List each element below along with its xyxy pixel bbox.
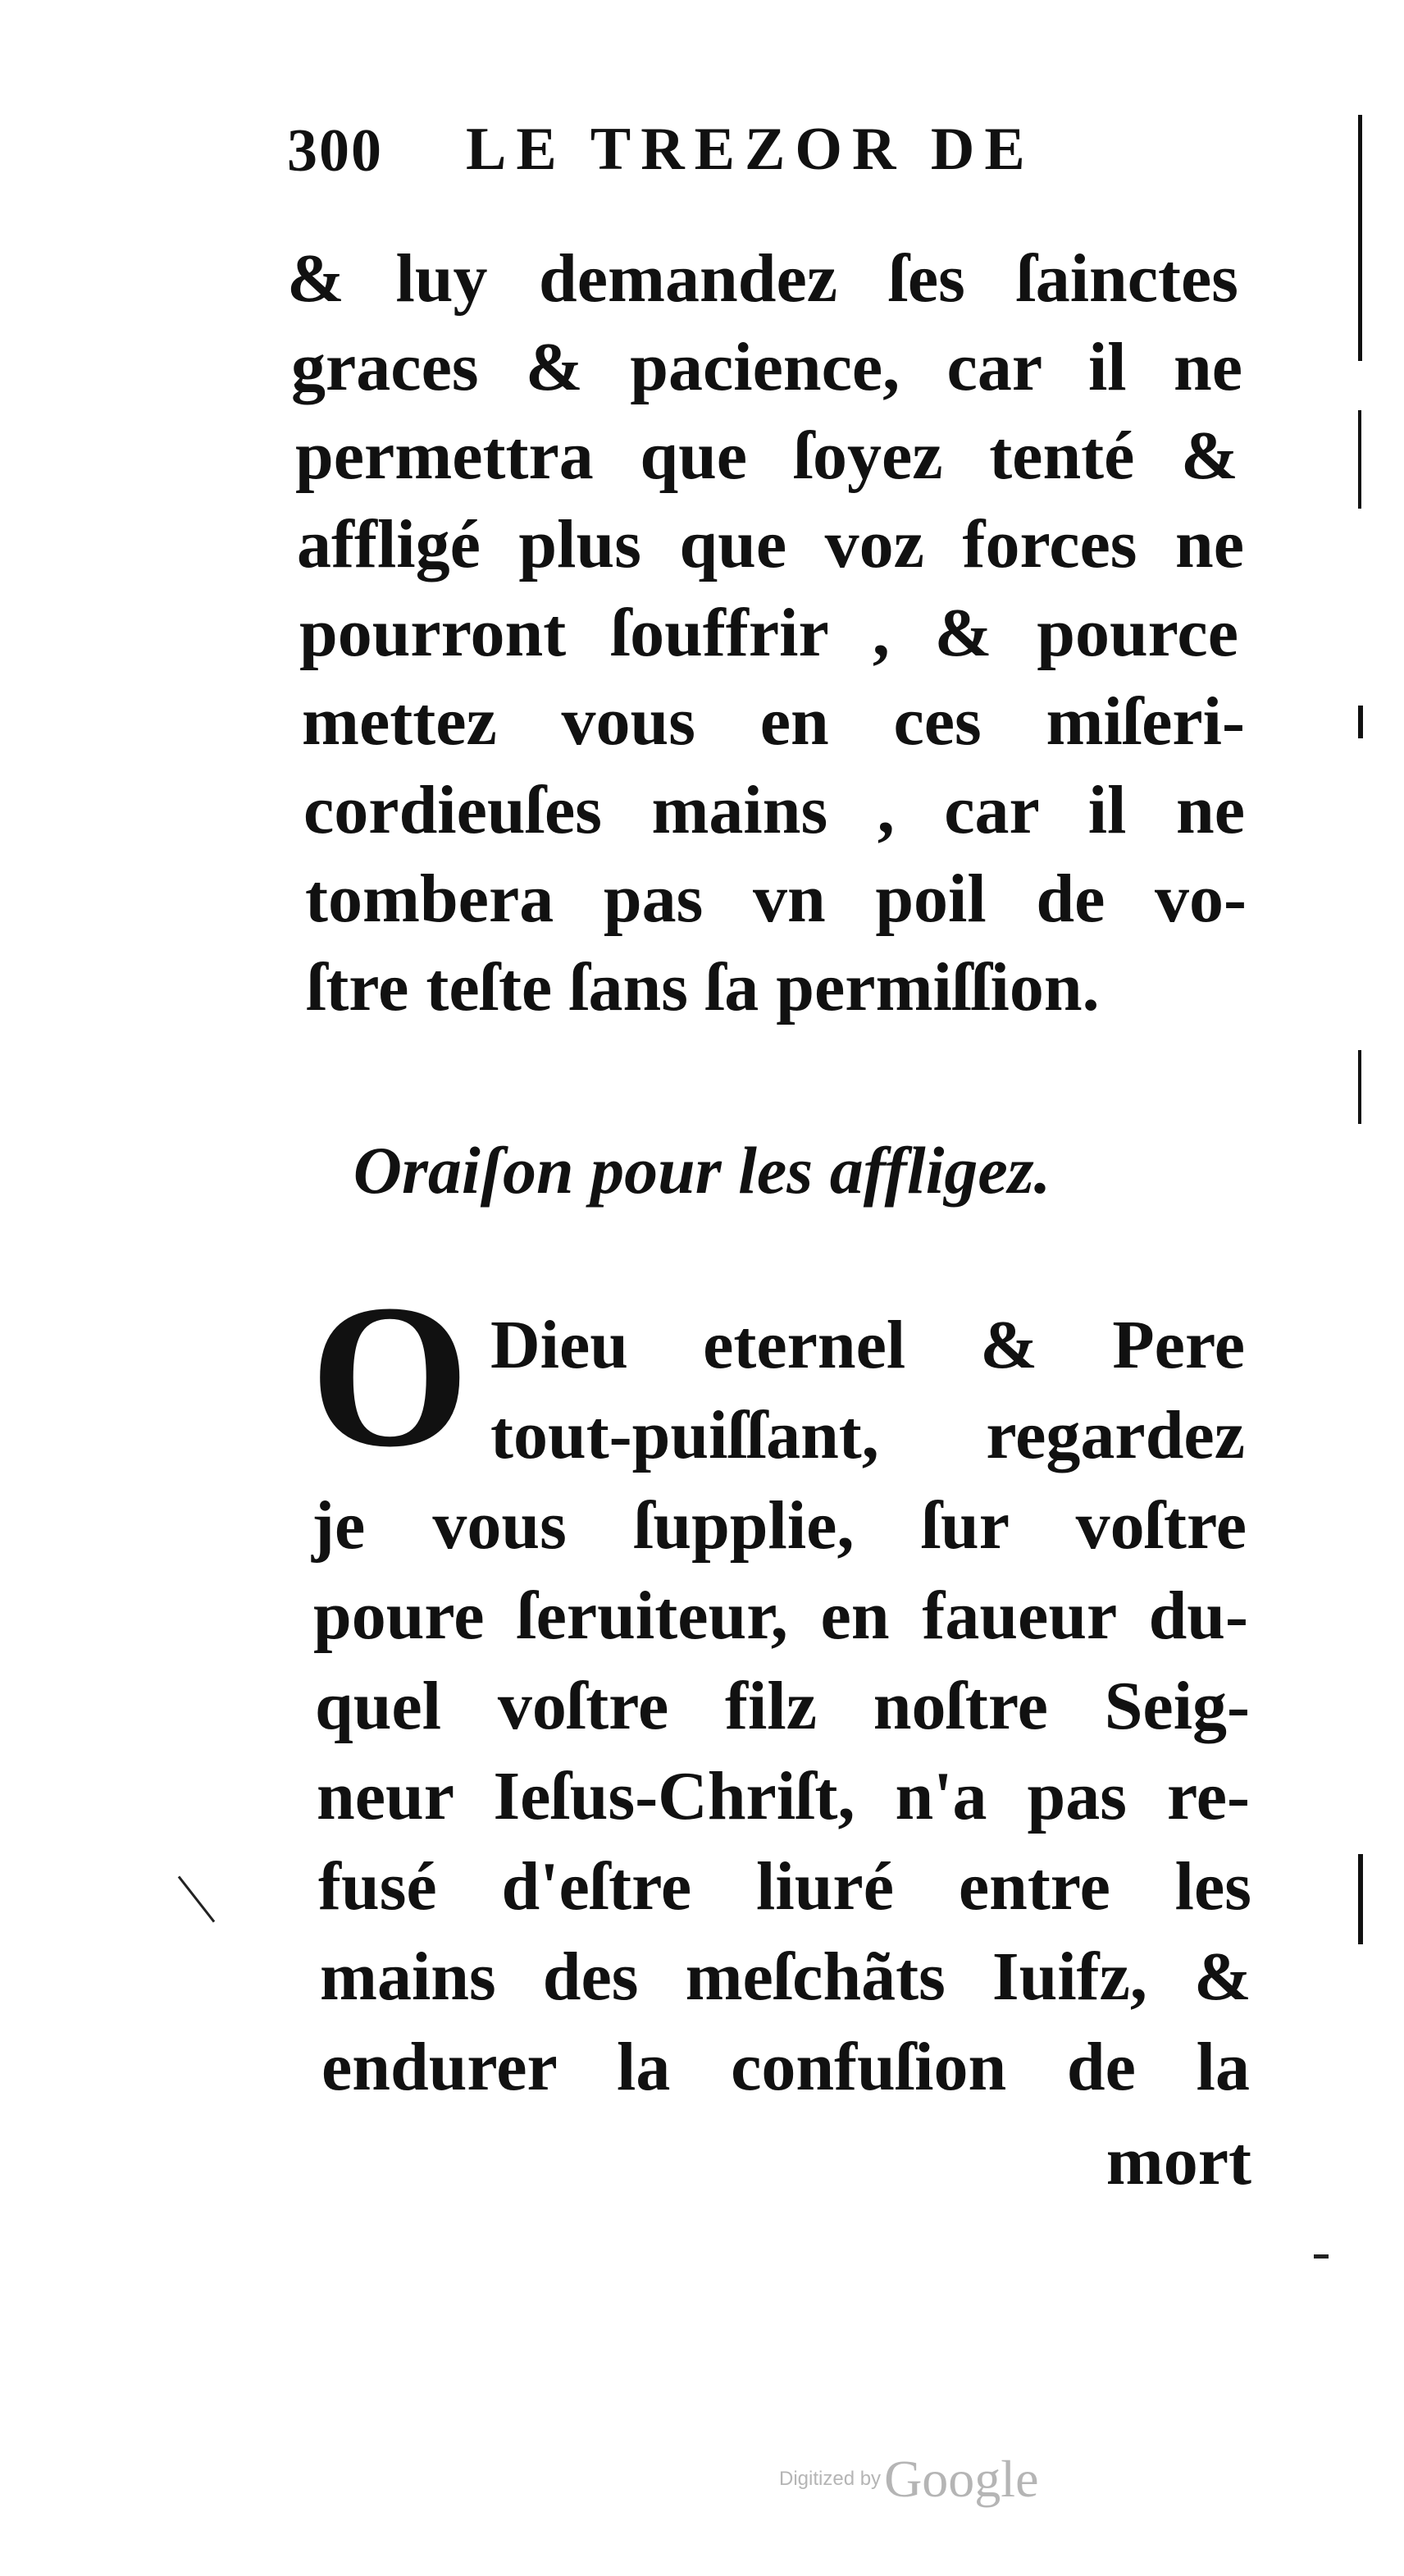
passage-line: cordieuſes mains , car il ne (303, 772, 1245, 848)
page-number: 300 (287, 117, 383, 185)
scan-edge-mark (1358, 410, 1361, 509)
scan-edge-mark (1358, 1854, 1363, 1944)
passage-line: pourront ſouffrir , & pource (299, 595, 1238, 671)
running-title: LE TREZOR DE (466, 116, 1035, 183)
section-heading: Oraiſon pour les affligez. (353, 1133, 1051, 1208)
prayer-line: endurer la confuſion de la (321, 2029, 1250, 2105)
passage-line: ſtre teſte ſans ſa permiſſion. (307, 949, 1100, 1025)
passage-line: graces & pacience, car il ne (291, 329, 1242, 405)
google-logo: Google (884, 2450, 1039, 2508)
passage-line: mettez vous en ces miſeri- (302, 683, 1245, 760)
prayer-line: Dieu eternel & Pere (490, 1307, 1245, 1383)
scan-stroke-mark (178, 1875, 215, 1922)
passage-line: permettra que ſoyez tenté & (295, 418, 1238, 494)
prayer-line: poure ſeruiteur, en faueur du- (313, 1578, 1248, 1654)
scan-edge-mark (1358, 1050, 1361, 1124)
scan-edge-mark (1358, 115, 1362, 361)
passage-line: affligé plus que voz forces ne (297, 506, 1244, 582)
prayer-line: je vous ſupplie, ſur voſtre (312, 1487, 1247, 1564)
catchword: mort (1105, 2123, 1251, 2199)
digitization-watermark (779, 2449, 1038, 2510)
prayer-line: tout-puiſſant, regardez (490, 1397, 1245, 1473)
scan-edge-mark (1358, 706, 1363, 738)
passage-line: & luy demandez ſes ſainctes (287, 240, 1238, 317)
drop-cap: O (310, 1263, 470, 1490)
passage-line: tombera pas vn poil de vo- (305, 861, 1247, 937)
scan-dash-mark (1314, 2254, 1329, 2259)
prayer-line: mains des meſchãts Iuifz, & (320, 1939, 1251, 2015)
watermark-prefix: Digitized by (779, 2468, 882, 2490)
prayer-line: quel voſtre filz noſtre Seig- (315, 1668, 1250, 1744)
prayer-line: fusé d'eſtre liuré entre les (318, 1848, 1251, 1925)
prayer-line: neur Ieſus-Chriſt, n'a pas re- (317, 1758, 1250, 1834)
